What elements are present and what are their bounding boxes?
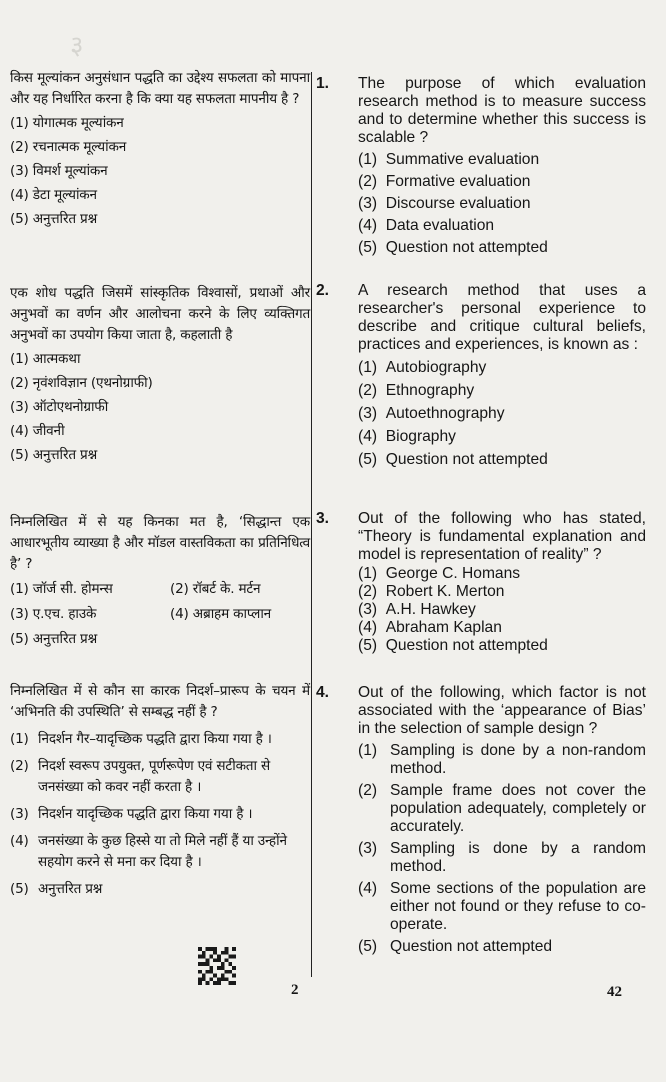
option-text: Sampling is done by a random method. <box>390 840 646 875</box>
option-label: (4) <box>358 880 378 897</box>
q3-option-3 <box>358 601 646 619</box>
q2-option-5 <box>358 451 646 469</box>
q4-hindi-stem: निम्नलिखित में से कौन सा कारक निदर्श–प्रारूप के चयन में ‘अभिनति की उपस्थिति’ से सम्बद्ध नहीं है ? <box>10 683 310 720</box>
q3-option-5 <box>358 637 646 655</box>
q2-hindi-option: (3) ऑटोएथनोग्राफी <box>10 399 109 415</box>
option-label: (3) <box>358 840 378 857</box>
q2-hindi-option: (1) आत्मकथा <box>10 351 81 367</box>
option-label: (3) <box>10 806 29 822</box>
option-text: Question not attempted <box>385 637 548 654</box>
q1-hindi-option: (5) अनुत्तरित प्रश्न <box>10 211 97 227</box>
q3-option-4 <box>358 619 646 637</box>
option-text: जनसंख्या के कुछ हिस्से या तो मिले नहीं हैं या उन्होंने सहयोग करने से मना कर दिया है । <box>38 833 287 870</box>
q4-hindi-option-2 <box>10 756 310 798</box>
q2-option-2 <box>358 382 646 400</box>
option-text: Question not attempted <box>390 938 553 955</box>
option-text: Sample frame does not cover the population adequately, completely or accurately. <box>390 782 646 835</box>
q4-hindi <box>10 681 310 900</box>
option-text: निदर्शन यादृच्छिक पद्धति द्वारा किया गया है । <box>38 806 253 822</box>
option-text: Robert K. Merton <box>385 583 505 600</box>
q1-hindi-option: (3) विमर्श मूल्यांकन <box>10 163 108 179</box>
q2-english <box>316 282 646 469</box>
option-text: Sampling is done by a non-random method. <box>390 742 646 777</box>
question-number: 4. <box>316 684 330 701</box>
q3-hindi-option: (5) अनुत्तरित प्रश्न <box>10 631 97 647</box>
q1-option-1 <box>358 151 646 169</box>
q3-option-2 <box>358 583 646 601</box>
q4-option-5 <box>358 938 646 956</box>
option-text: A.H. Hawkey <box>385 601 476 618</box>
option-label: (3) <box>358 405 378 422</box>
q2-hindi-option: (2) नृवंशविज्ञान (एथनोग्राफी) <box>10 375 153 391</box>
q2-hindi <box>10 283 310 466</box>
q2-english-stem: A research method that uses a researcher's personal experience to describe and critique cultural beliefs, practices and experiences, is known as : <box>358 282 646 353</box>
q2-hindi-option: (5) अनुत्तरित प्रश्न <box>10 447 97 463</box>
question-number: 1. <box>316 75 330 92</box>
watermark-glyph: ३ <box>70 31 84 61</box>
q3-hindi-row <box>10 579 310 600</box>
q4-option-1 <box>358 742 646 778</box>
option-text: Some sections of the population are either not found or they refuse to co-operate. <box>390 880 646 933</box>
option-label: (5) <box>10 881 29 897</box>
option-label: (5) <box>358 637 378 654</box>
question-number: 3. <box>316 510 330 527</box>
page-number-right: 42 <box>607 984 622 1000</box>
option-label: (4) <box>358 619 378 636</box>
q3-hindi-stem: निम्नलिखित में से यह किनका मत है, ‘सिद्धान्त एक आधारभूतीय व्याख्या है और मॉडल वास्तविकता का प्रतिनिधित्व है’ ? <box>10 514 310 572</box>
q3-hindi-option: (4) अब्राहम काप्लान <box>170 606 271 622</box>
q1-english <box>316 75 646 257</box>
option-label: (1) <box>358 742 378 759</box>
option-text: Ethnography <box>385 382 475 399</box>
q2-hindi-option: (4) जीवनी <box>10 423 65 439</box>
q1-hindi-option: (1) योगात्मक मूल्यांकन <box>10 115 124 131</box>
q1-english-stem: The purpose of which evaluation research method is to measure success and to determine whether this success is scalable ? <box>358 75 646 146</box>
q2-option-3 <box>358 405 646 423</box>
q2-option-1 <box>358 359 646 377</box>
q4-english <box>316 684 646 956</box>
option-text: Abraham Kaplan <box>385 619 502 636</box>
option-text: Biography <box>385 428 456 445</box>
q1-hindi <box>10 68 310 230</box>
q3-option-1 <box>358 565 646 583</box>
q4-hindi-option-5 <box>10 879 310 900</box>
q4-option-2 <box>358 782 646 836</box>
q4-hindi-option-3 <box>10 804 310 825</box>
option-text: Discourse evaluation <box>385 195 531 212</box>
q3-hindi-row <box>10 604 310 625</box>
q4-english-stem: Out of the following, which factor is not associated with the ‘appearance of Bias’ in the selection of sample design ? <box>358 684 646 737</box>
q2-option-4 <box>358 428 646 446</box>
option-text: निदर्श स्वरूप उपयुक्त, पूर्णरूपेण एवं सटीकता से जनसंख्या को कवर नहीं करता है । <box>38 758 270 795</box>
page-number-left: 2 <box>291 982 299 998</box>
option-text: Autobiography <box>385 359 487 376</box>
option-label: (4) <box>10 833 29 849</box>
column-divider <box>311 72 312 977</box>
option-label: (1) <box>358 359 378 376</box>
q1-option-3 <box>358 195 646 213</box>
option-text: Question not attempted <box>385 451 548 468</box>
option-label: (2) <box>358 583 378 600</box>
question-number: 2. <box>316 282 330 299</box>
option-text: George C. Homans <box>385 565 521 582</box>
q4-option-4 <box>358 880 646 934</box>
q1-option-4 <box>358 217 646 235</box>
qr-code-icon <box>198 946 236 986</box>
q1-option-2 <box>358 173 646 191</box>
option-label: (2) <box>358 382 378 399</box>
q4-hindi-option-1 <box>10 729 310 750</box>
q1-hindi-stem: किस मूल्यांकन अनुसंधान पद्धति का उद्देश्य सफलता को मापना और यह निर्धारित करना है कि क्या यह सफलता मापनीय है ? <box>10 70 310 107</box>
option-label: (1) <box>358 565 378 582</box>
option-label: (5) <box>358 451 378 468</box>
option-text: Formative evaluation <box>385 173 531 190</box>
q3-hindi <box>10 512 310 650</box>
q3-hindi-option: (3) ए.एच. हाउके <box>10 606 97 622</box>
q1-option-5 <box>358 239 646 257</box>
option-text: Question not attempted <box>385 239 548 256</box>
option-label: (3) <box>358 601 378 618</box>
q3-english <box>316 510 646 655</box>
option-label: (1) <box>10 731 29 747</box>
option-label: (4) <box>358 428 378 445</box>
option-label: (5) <box>358 938 378 955</box>
option-text: निदर्शन गैर–यादृच्छिक पद्धति द्वारा किया गया है । <box>38 731 272 747</box>
option-label: (3) <box>358 195 378 212</box>
option-label: (1) <box>358 151 378 168</box>
q3-english-stem: Out of the following who has stated, “Theory is fundamental explanation and model is representation of reality” ? <box>358 510 646 563</box>
q4-hindi-option-4 <box>10 831 310 873</box>
q4-option-3 <box>358 840 646 876</box>
option-label: (2) <box>10 758 29 774</box>
q3-hindi-option: (2) रॉबर्ट के. मर्टन <box>170 581 261 597</box>
option-text: Autoethnography <box>385 405 505 422</box>
option-text: अनुत्तरित प्रश्न <box>38 881 103 897</box>
option-label: (2) <box>358 782 378 799</box>
q2-hindi-stem: एक शोध पद्धति जिसमें सांस्कृतिक विश्वासों, प्रथाओं और अनुभवों का वर्णन और आलोचना करने के लिए व्यक्तिगत अनुभवों का उपयोग किया जाता है, कहलाती है <box>10 285 310 343</box>
q1-hindi-option: (4) डेटा मूल्यांकन <box>10 187 97 203</box>
option-text: Summative evaluation <box>385 151 540 168</box>
q3-hindi-option: (1) जॉर्ज सी. होमन्स <box>10 581 113 597</box>
option-text: Data evaluation <box>385 217 495 234</box>
option-label: (4) <box>358 217 378 234</box>
option-label: (5) <box>358 239 378 256</box>
option-label: (2) <box>358 173 378 190</box>
q1-hindi-option: (2) रचनात्मक मूल्यांकन <box>10 139 127 155</box>
